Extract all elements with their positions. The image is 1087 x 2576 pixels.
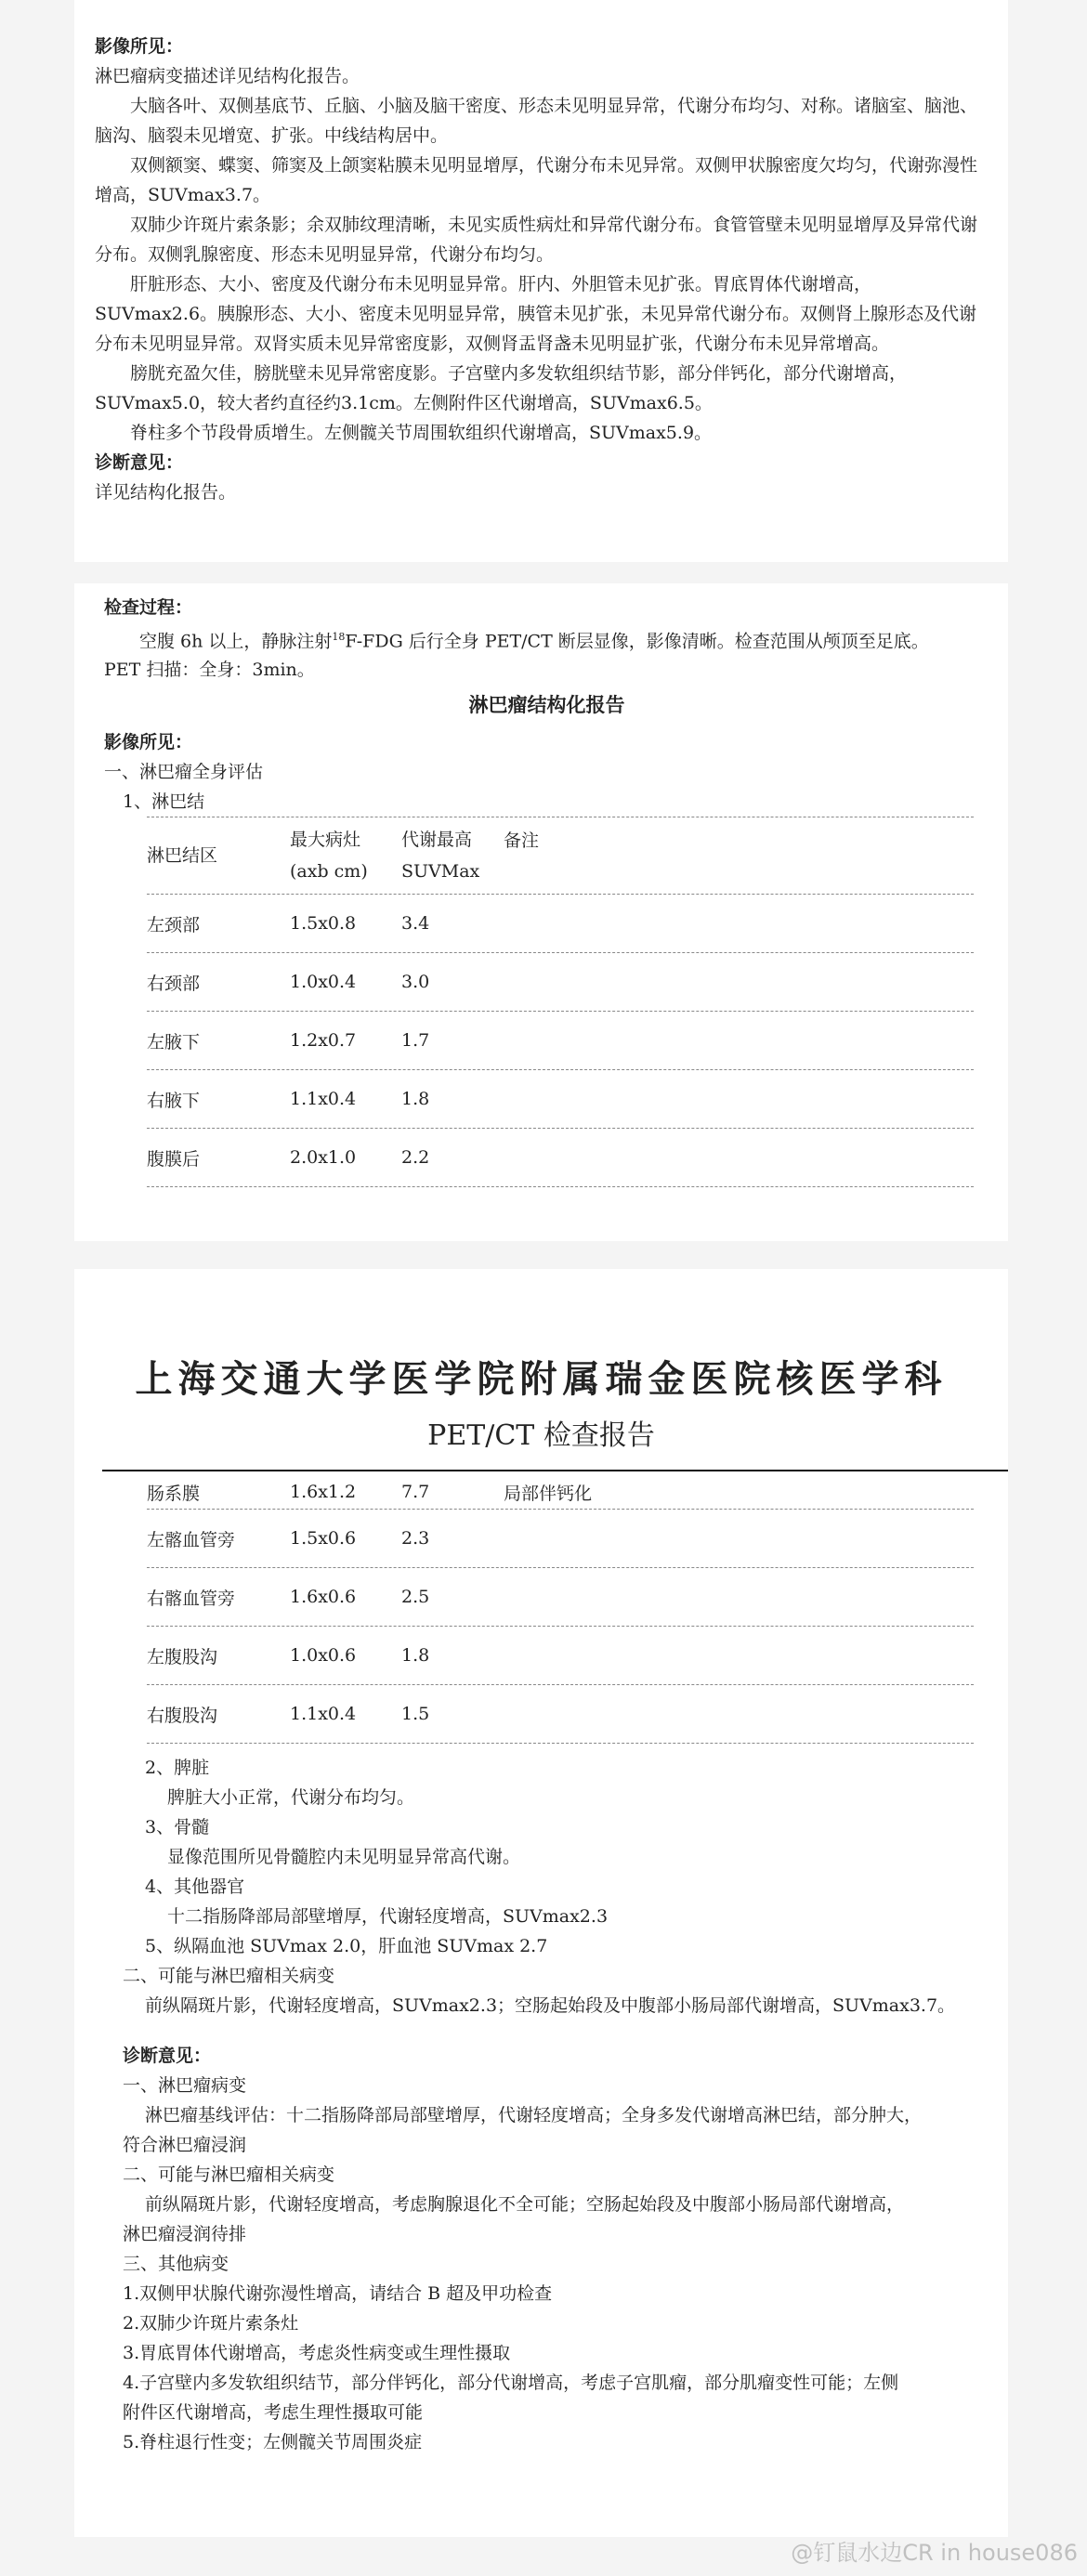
findings-pelvis: 膀胱充盈欠佳，膀胱壁未见异常密度影。子宫壁内多发软组织结节影，部分伴钙化，部分代谢增高，SUVmax5.0，较大者约直径约3.1cm。左侧附件区代谢增高，SUVmax6.5。 <box>95 363 908 413</box>
cell-suv: 1.5 <box>401 1704 430 1724</box>
cell-size: 1.1x0.4 <box>290 1704 357 1724</box>
findings-abdomen: 肝脏形态、大小、密度及代谢分布未见明显异常。肝内、外胆管未见扩张。胃底胃体代谢增高，SUVmax2.6。胰腺形态、大小、密度未见明显异常，胰管未见扩张，未见异常代谢分布。双侧肾上腺形态及代谢分布未见明显异常。双肾实质未见异常密度影，双侧肾盂肾盏未见明显扩张，代谢分布未见异常增高。 <box>95 274 977 354</box>
cell-suv: 2.2 <box>401 1147 430 1169</box>
spleen-heading: 2、脾脏 <box>145 1758 210 1778</box>
table-divider <box>147 1743 974 1744</box>
col-header-region: 淋巴结区 <box>147 845 218 867</box>
cell-region: 右腹股沟 <box>147 1705 218 1726</box>
cell-suv: 2.3 <box>401 1528 430 1549</box>
table-row <box>147 1070 974 1128</box>
cell-size: 2.0x1.0 <box>290 1147 357 1169</box>
cell-region: 肠系膜 <box>147 1483 201 1504</box>
section-1-heading: 一、淋巴瘤全身评估 <box>104 762 264 783</box>
diag-2-heading: 二、可能与淋巴瘤相关病变 <box>123 2164 335 2185</box>
table-row <box>147 1012 974 1069</box>
table-header <box>147 817 974 894</box>
findings-heading-2: 影像所见： <box>104 732 193 753</box>
cell-region: 右颈部 <box>147 973 201 994</box>
diagnosis-heading-2: 诊断意见： <box>123 2046 212 2066</box>
cell-suv: 2.5 <box>401 1587 430 1607</box>
watermark: @钉鼠水边CR in house086 <box>791 2540 1078 2566</box>
cell-size: 1.0x0.4 <box>290 972 357 993</box>
cell-size: 1.0x0.6 <box>290 1645 357 1666</box>
cell-suv: 1.8 <box>401 1089 430 1110</box>
cell-suv: 1.7 <box>401 1030 430 1052</box>
lymph-node-table-cont <box>147 1475 974 1744</box>
table-divider <box>147 1186 974 1187</box>
cell-size: 1.1x0.4 <box>290 1089 357 1110</box>
report-page-2 <box>74 583 1008 1241</box>
section-2-heading: 二、可能与淋巴瘤相关病变 <box>123 1966 335 1986</box>
cell-size: 1.5x0.6 <box>290 1528 357 1549</box>
findings-sinus-thyroid: 双侧额窦、蝶窦、筛窦及上颌窦粘膜未见明显增厚，代谢分布未见异常。双侧甲状腺密度欠均匀，代谢弥漫性增高，SUVmax3.7。 <box>95 155 978 205</box>
other-finding-3: 3.胃底胃体代谢增高，考虑炎性病变或生理性摄取 <box>123 2343 511 2363</box>
cell-size: 1.5x0.8 <box>290 913 357 935</box>
findings-brain: 大脑各叶、双侧基底节、丘脑、小脑及脑干密度、形态未见明显异常，代谢分布均匀、对称。诸脑室、脑池、脑沟、脑裂未见增宽、扩张。中线结构居中。 <box>95 96 978 146</box>
diag-1-text-1: 淋巴瘤基线评估：十二指肠降部局部壁增厚，代谢轻度增高；全身多发代谢增高淋巴结，部分肿大， <box>145 2105 923 2125</box>
marrow-heading: 3、骨髓 <box>145 1817 210 1837</box>
findings-heading: 影像所见： <box>95 36 184 57</box>
diag-2-text-2: 淋巴瘤浸润待排 <box>123 2224 247 2244</box>
lymph-node-table <box>147 817 974 1187</box>
other-finding-5: 5.脊柱退行性变；左侧髋关节周围炎症 <box>123 2432 423 2452</box>
other-organs-heading: 4、其他器官 <box>145 1876 245 1897</box>
col-header-note: 备注 <box>504 830 540 852</box>
table-row <box>147 895 974 952</box>
procedure-line-2: PET 扫描：全身：3min。 <box>104 660 315 681</box>
report-title: PET/CT 检查报告 <box>427 1419 655 1452</box>
findings-spine: 脊柱多个节段骨质增生。左侧髋关节周围软组织代谢增高，SUVmax5.9。 <box>130 423 713 443</box>
cell-region: 左腋下 <box>147 1031 201 1053</box>
other-finding-4b: 附件区代谢增高，考虑生理性摄取可能 <box>123 2402 424 2423</box>
hospital-name: 上海交通大学医学院附属瑞金医院核医学科 <box>135 1357 948 1401</box>
spleen-text: 脾脏大小正常，代谢分布均匀。 <box>167 1787 415 1808</box>
other-finding-1: 1.双侧甲状腺代谢弥漫性增高，请结合 B 超及甲功检查 <box>123 2283 553 2304</box>
table-row <box>147 1568 974 1626</box>
table-row <box>147 1129 974 1186</box>
report-page-3 <box>74 1269 1008 2537</box>
procedure-line-1: 空腹 6h 以上，静脉注射$^{18}$F-FDG 后行全身 PET/CT 断层显像，影像清晰。检查范围从颅顶至足底。 <box>139 631 929 652</box>
cell-region: 左髂血管旁 <box>147 1529 236 1550</box>
table-row <box>147 1627 974 1684</box>
cell-suv: 1.8 <box>401 1645 430 1666</box>
findings-continued <box>74 1753 1008 2457</box>
cell-size: 1.6x0.6 <box>290 1587 357 1607</box>
findings-lung: 双肺少许斑片索条影；余双肺纹理清晰，未见实质性病灶和异常代谢分布。食管管壁未见明显增厚及异常代谢分布。双侧乳腺密度、形态未见明显异常，代谢分布均匀。 <box>95 215 978 265</box>
procedure-heading: 检查过程： <box>104 597 193 618</box>
diag-1-heading: 一、淋巴瘤病变 <box>123 2075 247 2096</box>
cell-region: 左腹股沟 <box>147 1646 218 1667</box>
table-row <box>147 953 974 1011</box>
cell-size: 1.6x1.2 <box>290 1482 357 1502</box>
blood-pool-line: 5、纵隔血池 SUVmax 2.0，肝血池 SUVmax 2.7 <box>145 1936 548 1956</box>
cell-suv: 7.7 <box>401 1482 430 1502</box>
table-row <box>147 1510 974 1567</box>
cell-suv: 3.4 <box>401 913 430 935</box>
diagnosis-heading: 诊断意见： <box>95 452 184 473</box>
diag-3-heading: 三、其他病变 <box>123 2254 229 2274</box>
cell-region: 右腋下 <box>147 1090 201 1111</box>
other-finding-4a: 4.子宫壁内多发软组织结节，部分伴钙化，部分代谢增高，考虑子宫肌瘤，部分肌瘤变性可能；左侧 <box>123 2373 899 2393</box>
lymph-node-heading: 1、淋巴结 <box>123 791 205 813</box>
diag-1-text-2: 符合淋巴瘤浸润 <box>123 2135 247 2155</box>
cell-region: 右髂血管旁 <box>147 1588 236 1609</box>
report-page-1 <box>74 0 1008 562</box>
cell-note: 局部伴钙化 <box>504 1483 593 1504</box>
cell-suv: 3.0 <box>401 972 430 993</box>
other-organs-text: 十二指肠降部局部壁增厚，代谢轻度增高，SUVmax2.3 <box>167 1906 609 1927</box>
col-header-suv: 代谢最高 SUVMax <box>401 830 480 883</box>
marrow-text: 显像范围所见骨髓腔内未见明显异常高代谢。 <box>167 1847 521 1867</box>
table-row <box>147 1685 974 1743</box>
col-header-size: 最大病灶 (axb cm) <box>290 830 368 883</box>
diag-2-text-1: 前纵隔斑片影，代谢轻度增高，考虑胸腺退化不全可能；空肠起始段及中腹部小肠局部代谢增高， <box>145 2194 905 2215</box>
section-2-text: 前纵隔斑片影，代谢轻度增高，SUVmax2.3；空肠起始段及中腹部小肠局部代谢增高，SUVmax3.7。 <box>145 1995 956 2016</box>
structured-report-title: 淋巴瘤结构化报告 <box>468 693 625 717</box>
findings-intro: 淋巴瘤病变描述详见结构化报告。 <box>95 66 360 86</box>
cell-region: 腹膜后 <box>147 1148 201 1170</box>
cell-region: 左颈部 <box>147 914 201 935</box>
other-finding-2: 2.双肺少许斑片索条灶 <box>123 2313 299 2334</box>
diagnosis-text: 详见结构化报告。 <box>95 482 237 503</box>
table-row <box>147 1475 974 1509</box>
header-rule <box>102 1470 1008 1471</box>
cell-size: 1.2x0.7 <box>290 1030 357 1052</box>
